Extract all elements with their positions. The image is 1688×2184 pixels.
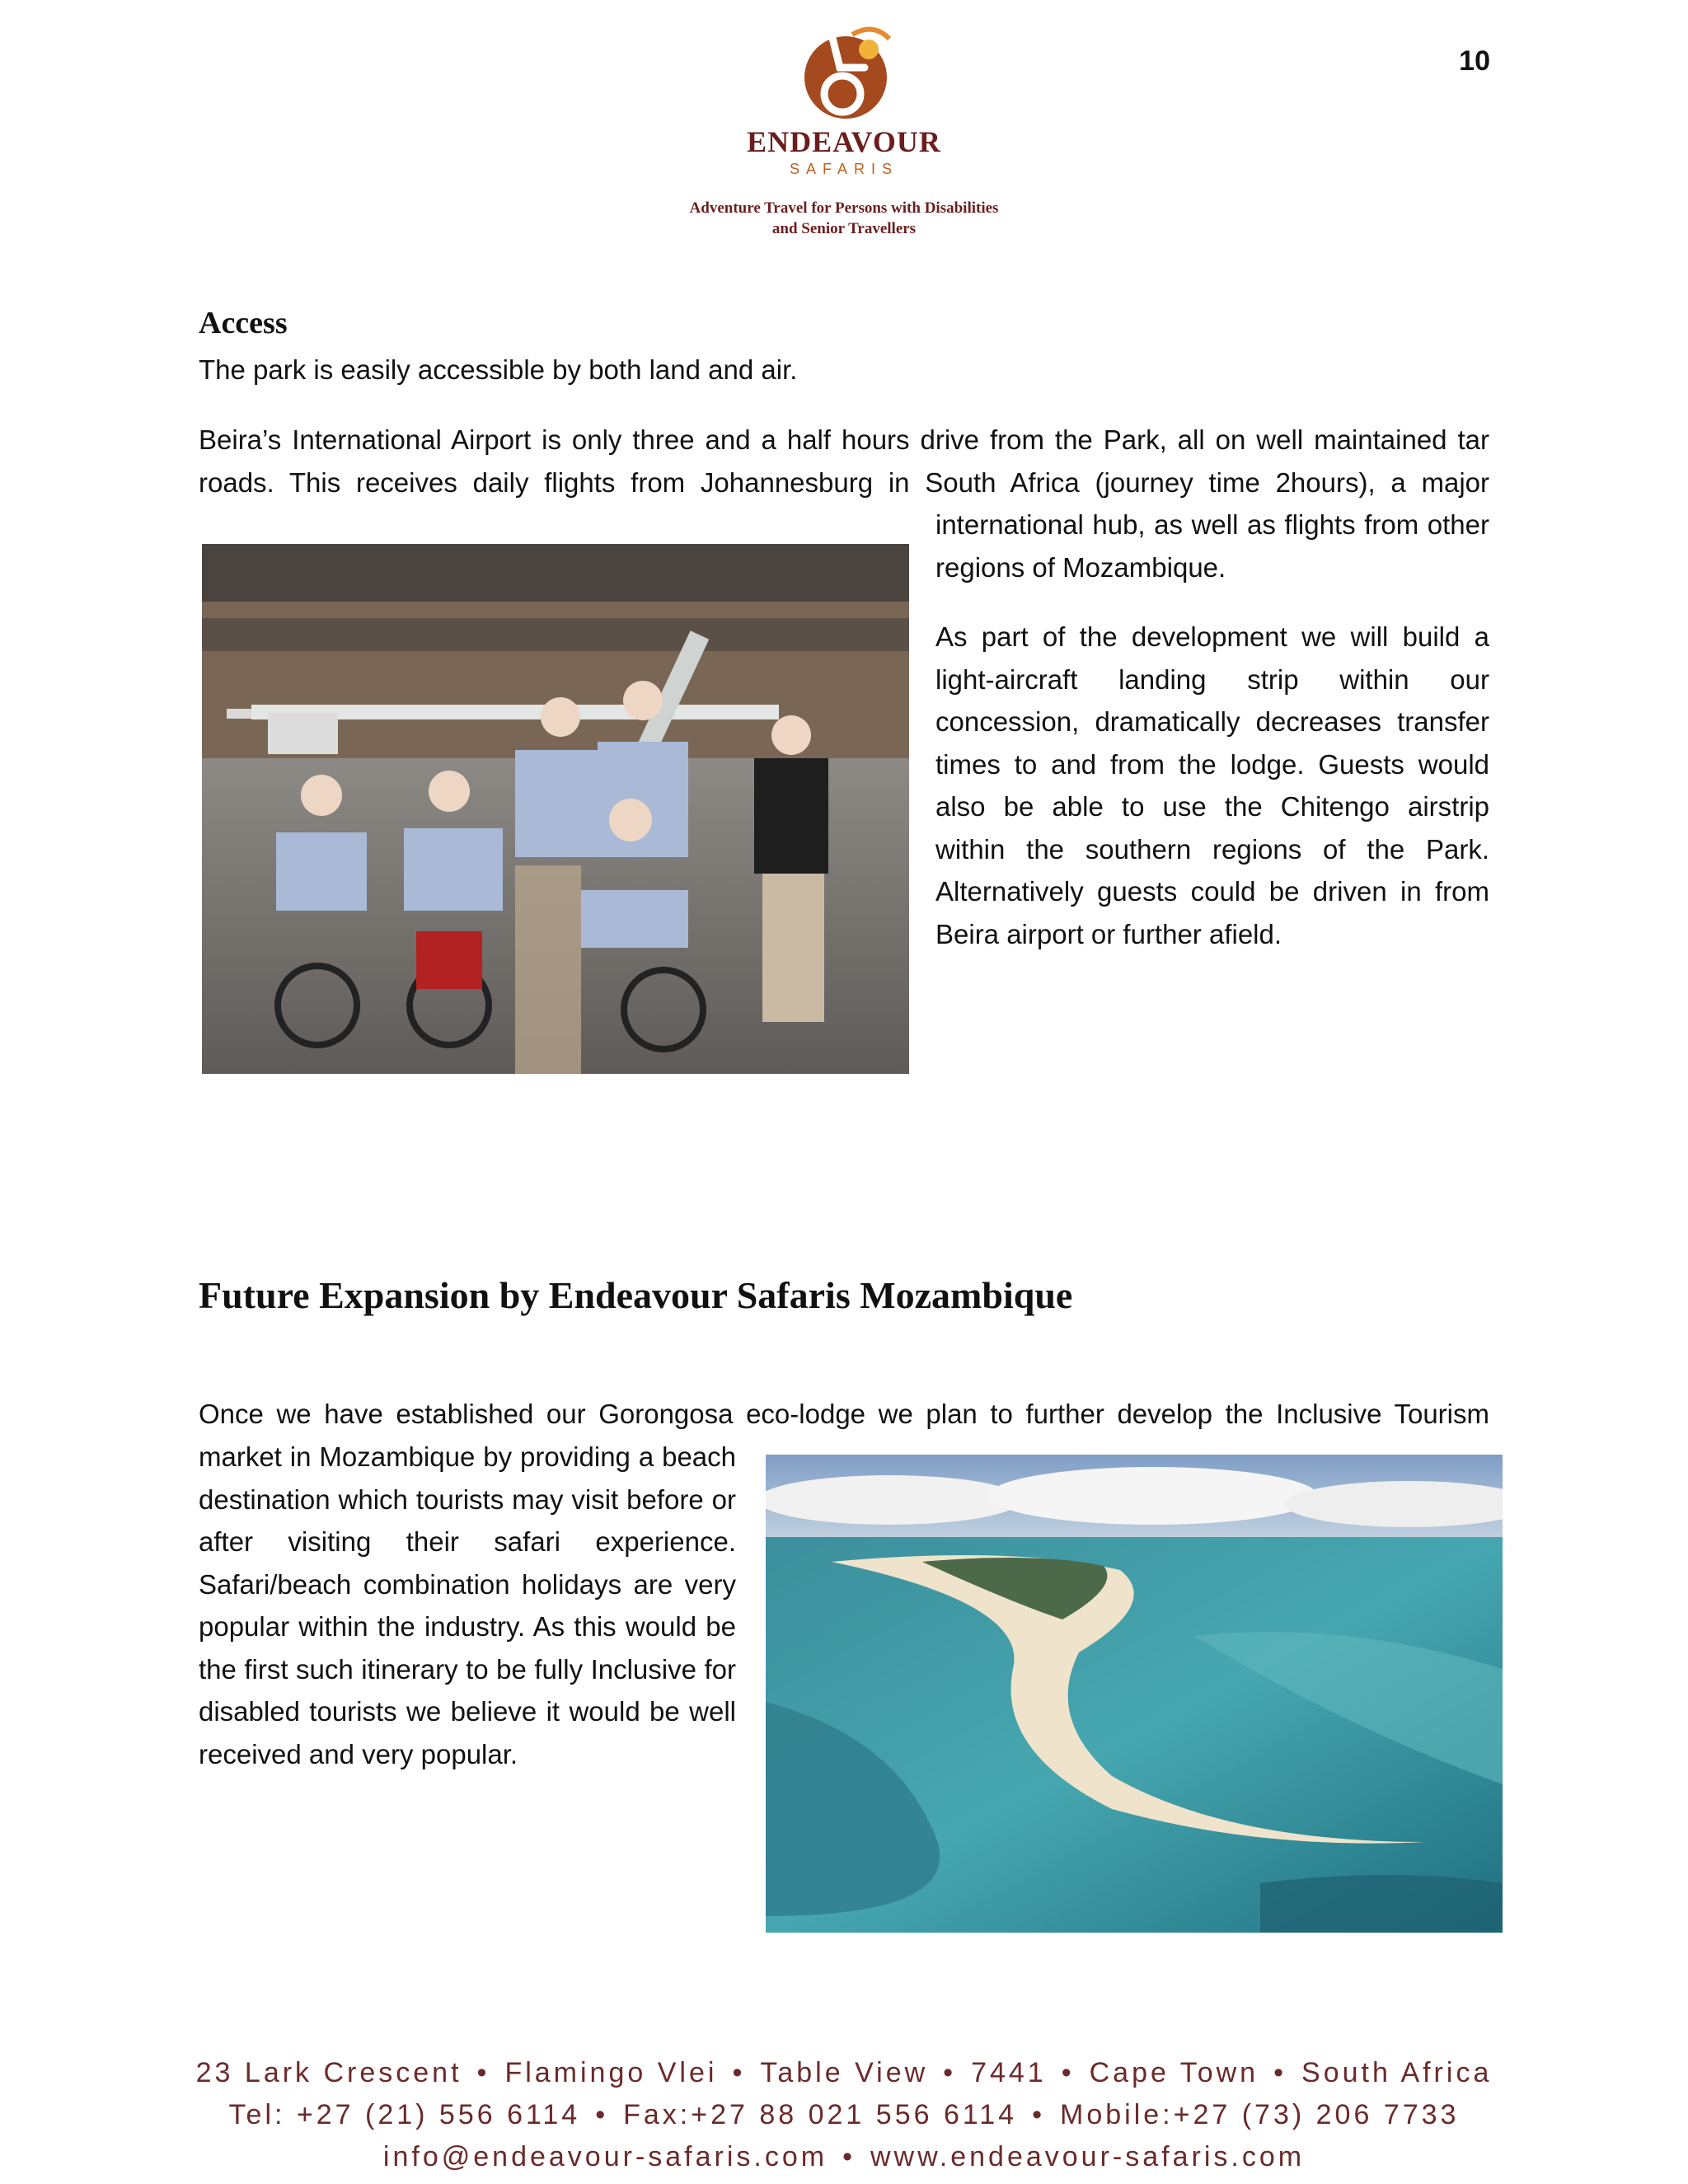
bullet-separator: • [595, 2099, 609, 2130]
bullet-separator: • [842, 2141, 856, 2172]
access-paragraph-3: As part of the development we will build a light-aircraft landing strip within our concession, dramatically decreases transfer times to and from the lodge. Guests would also be able to use the Chitengo airstrip within the southern regions of the Park. Alternatively guests could be driven in from Beira airport or further afield. [935, 621, 1489, 949]
future-paragraph-first-line: Once we have established our Gorongosa eco-lodge we plan to further develop the Inclusive Tourism [199, 1399, 1489, 1429]
group-photo-airplane [202, 544, 909, 1074]
access-heading: Access [199, 306, 288, 340]
access-paragraph-2-wrap [199, 419, 1489, 504]
footer-tel: Tel: +27 (21) 556 6114 [228, 2099, 581, 2130]
address-city: Cape Town [1089, 2057, 1259, 2088]
beach-aerial-photo [766, 1455, 1503, 1933]
logo-wheelchair-icon [795, 18, 893, 121]
access-paragraph-2: Beira’s International Airport is only three and a half hours drive from the Park, all on well maintained tar roads. This receives daily flights from Johannesburg in South Africa (journey time 2hours), a major [199, 424, 1489, 498]
access-right-column [935, 504, 1489, 955]
footer-fax: Fax:+27 88 021 556 6114 [623, 2099, 1018, 2130]
logo [0, 18, 1688, 239]
tagline-line-1: Adventure Travel for Persons with Disabilities [689, 199, 999, 217]
address-postcode: 7441 [971, 2057, 1047, 2088]
address-suburb: Flamingo Vlei [504, 2057, 718, 2088]
bullet-separator: • [1032, 2099, 1045, 2130]
footer-mobile: Mobile:+27 (73) 206 7733 [1060, 2099, 1460, 2130]
address-street: 23 Lark Crescent [195, 2057, 462, 2088]
bullet-separator: • [732, 2057, 746, 2088]
footer-website-link[interactable]: www.endeavour-safaris.com [870, 2141, 1306, 2172]
bullet-separator: • [476, 2057, 490, 2088]
logo-tagline [0, 198, 1688, 239]
bullet-separator: • [943, 2057, 957, 2088]
logo-name: ENDEAVOUR [747, 125, 941, 158]
bullet-separator: • [1061, 2057, 1075, 2088]
footer-address [0, 2052, 1688, 2094]
bullet-separator: • [1273, 2057, 1287, 2088]
page-number: 10 [1459, 45, 1490, 77]
address-area: Table View [760, 2057, 929, 2088]
future-expansion-heading: Future Expansion by Endeavour Safaris Mozambique [199, 1274, 1073, 1316]
address-country: South Africa [1301, 2057, 1493, 2088]
footer-phones [0, 2094, 1688, 2136]
footer-contacts [0, 2136, 1688, 2178]
future-paragraph-wrap [199, 1393, 1489, 1436]
future-paragraph-continued: market in Mozambique by providing a beach destination which tourists may visit before or after visiting their safari experience. Safari/beach combination holidays are very popular within the industry. As this would be the first such itinerary to be fully Inclusive for disabled tourists we believe it would be well received and very popular. [199, 1441, 736, 1769]
logo-sub: SAFARIS [789, 161, 899, 177]
access-paragraph-1-wrap [199, 349, 1489, 391]
footer [0, 2052, 1688, 2178]
tagline-line-2: and Senior Travellers [771, 220, 917, 237]
access-paragraph-2-continued: international hub, as well as flights from other regions of Mozambique. [935, 509, 1489, 583]
footer-email-link[interactable]: info@endeavour-safaris.com [382, 2141, 828, 2172]
access-paragraph-1: The park is easily accessible by both land and air. [199, 354, 798, 385]
future-left-column [199, 1436, 736, 1775]
